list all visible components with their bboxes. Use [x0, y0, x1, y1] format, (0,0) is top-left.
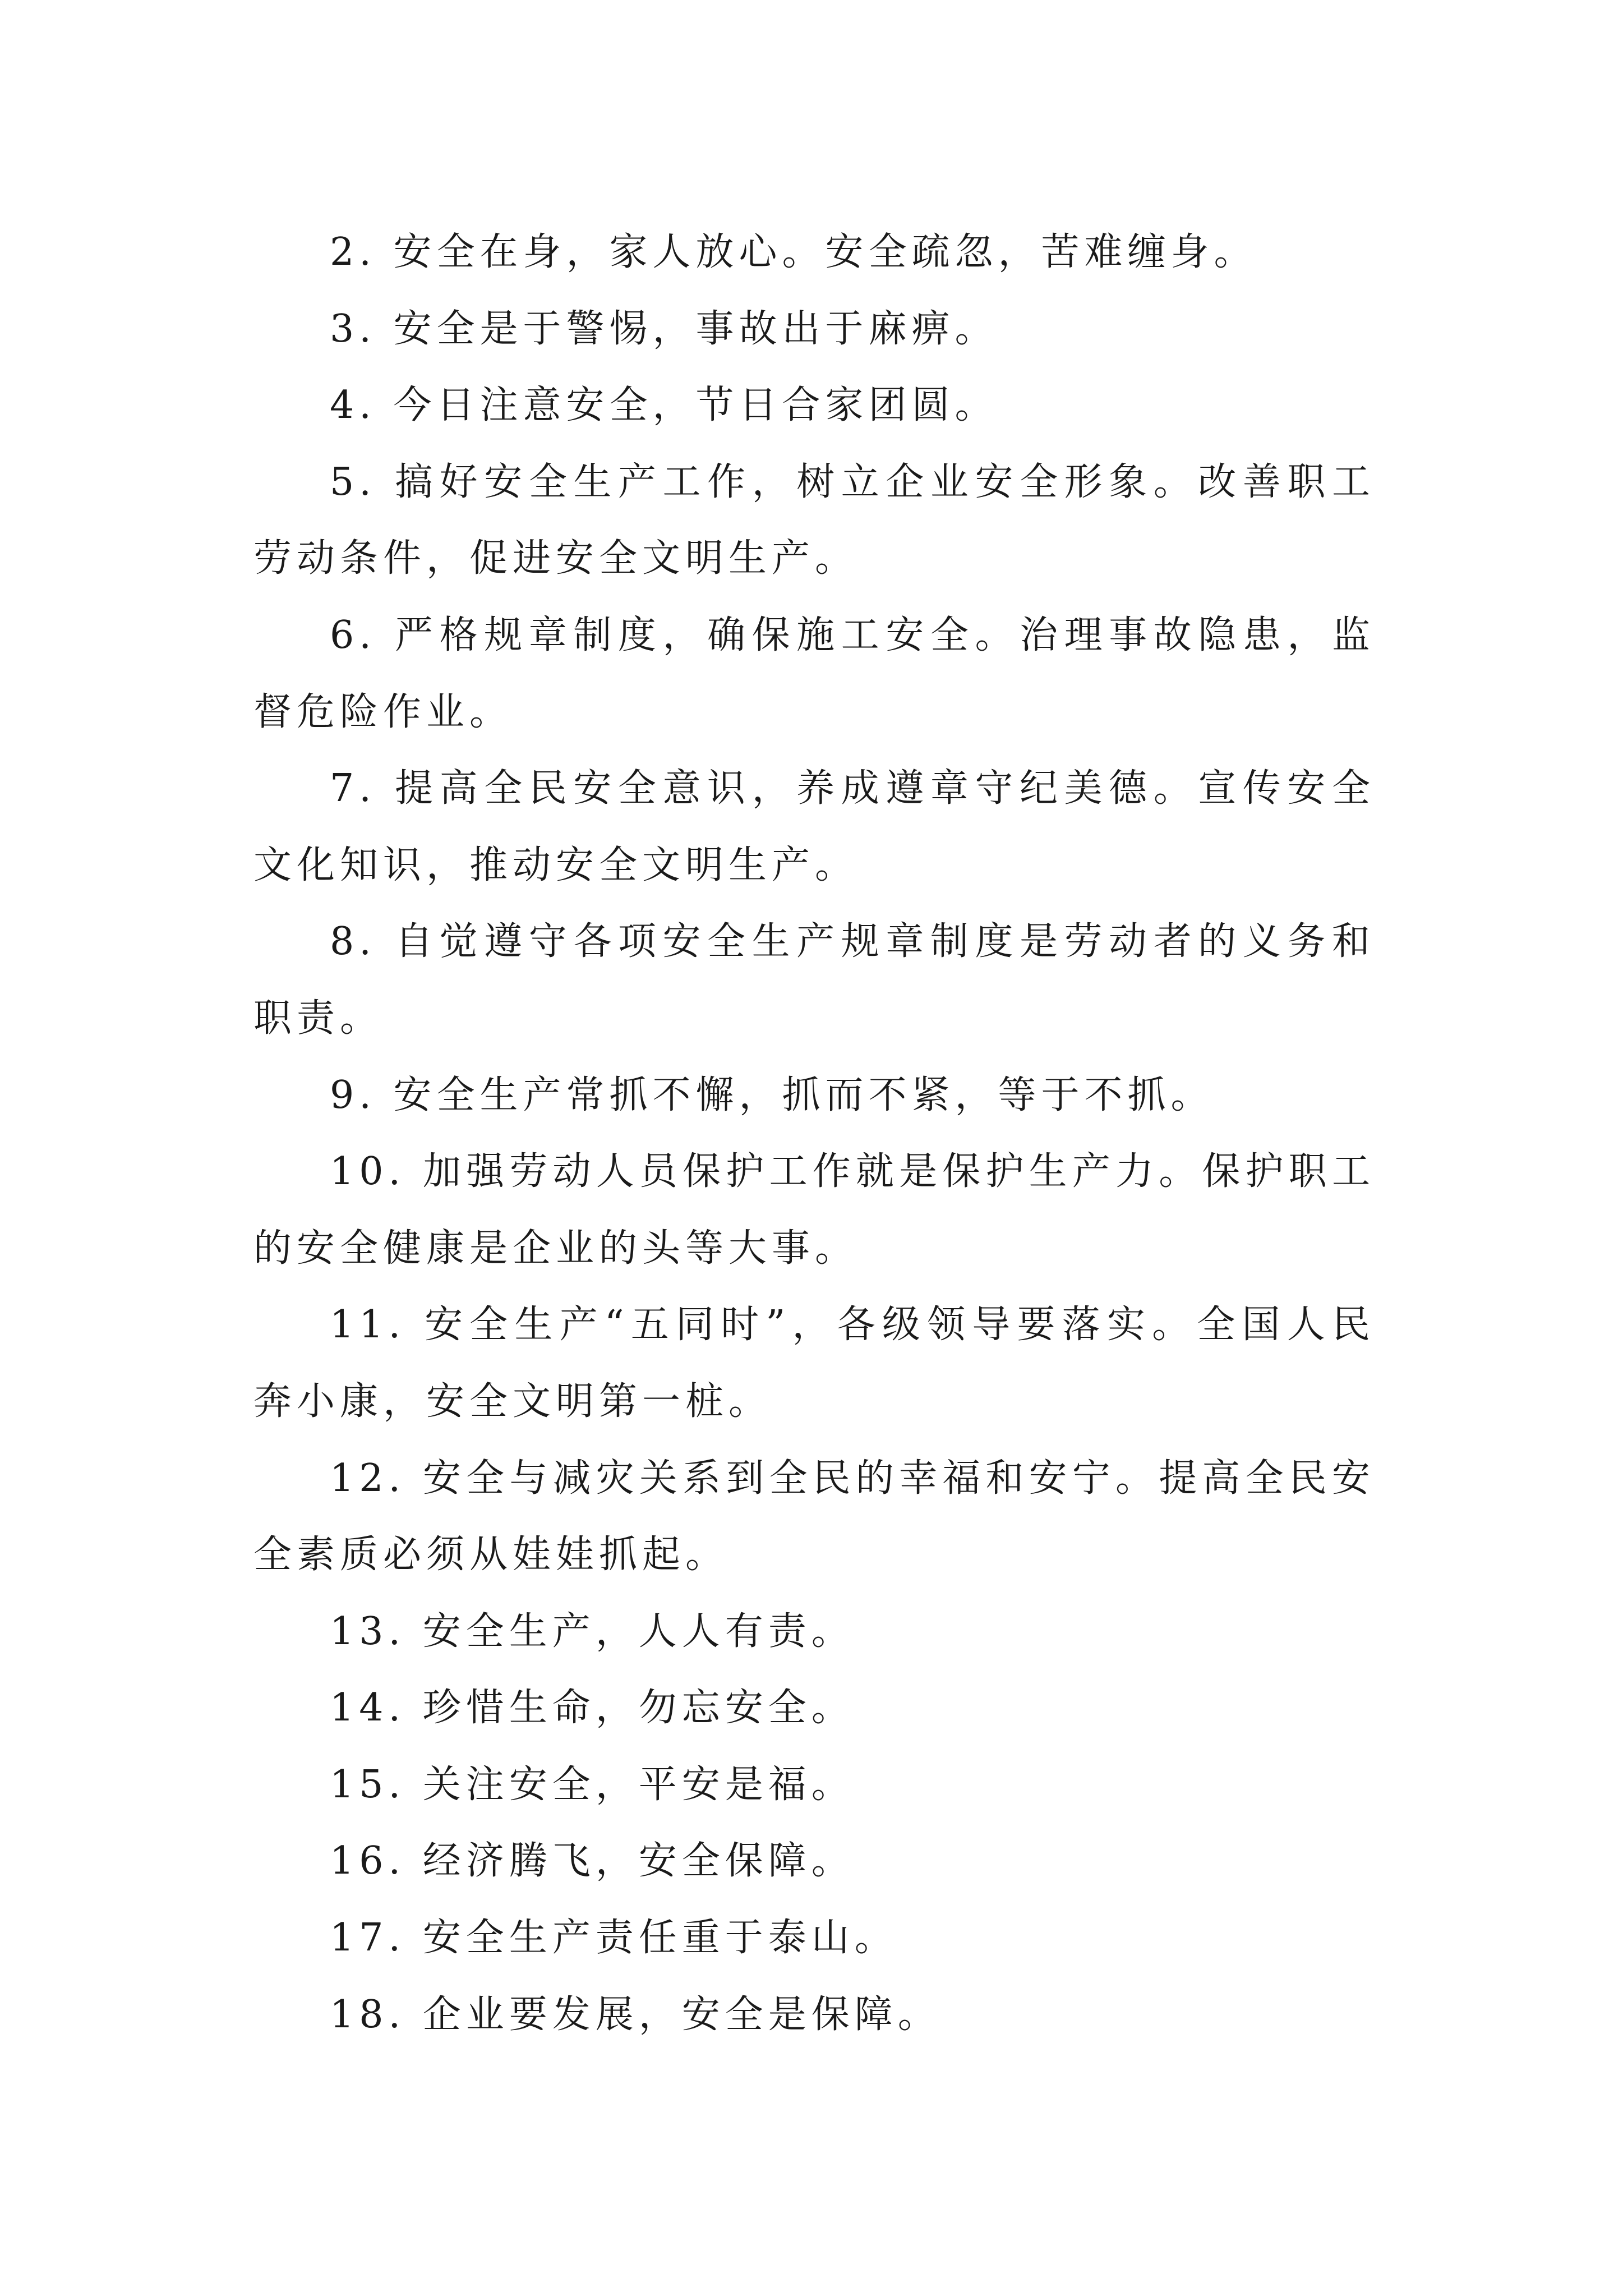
list-item: 11. 安全生产“五同时”，各级领导要落实。全国人民奔小康，安全文明第一桩。 [253, 1303, 1375, 1424]
list-item: 12. 安全与减灾关系到全民的幸福和安宁。提高全民安全素质必须从娃娃抓起。 [253, 1456, 1375, 1577]
list-item: 15. 关注安全，平安是福。 [330, 1762, 855, 1807]
list-item: 14. 珍惜生命，勿忘安全。 [330, 1686, 855, 1731]
list-item: 7. 提高全民安全意识，养成遵章守纪美德。宣传安全文化知识，推动安全文明生产。 [253, 766, 1375, 887]
list-item: 9. 安全生产常抓不懈，抓而不紧，等于不抓。 [330, 1073, 1214, 1117]
list-item: 4. 今日注意安全，节日合家团圆。 [330, 383, 998, 428]
list-item: 2. 安全在身，家人放心。安全疏忽，苦难缠身。 [330, 230, 1257, 274]
list-item: 6. 严格规章制度，确保施工安全。治理事故隐患，监督危险作业。 [253, 613, 1375, 734]
list-item: 5. 搞好安全生产工作，树立企业安全形象。改善职工劳动条件，促进安全文明生产。 [253, 459, 1375, 581]
list-item: 17. 安全生产责任重于泰山。 [330, 1916, 898, 1961]
document-body [253, 214, 1375, 2053]
list-item: 13. 安全生产，人人有责。 [330, 1609, 855, 1654]
list-item: 3. 安全是于警惕，事故出于麻痹。 [330, 306, 998, 351]
list-item: 16. 经济腾飞，安全保障。 [330, 1839, 855, 1884]
list-item: 8. 自觉遵守各项安全生产规章制度是劳动者的义务和职责。 [253, 919, 1375, 1041]
list-item: 18. 企业要发展，安全是保障。 [330, 1992, 941, 2037]
list-item: 10. 加强劳动人员保护工作就是保护生产力。保护职工的安全健康是企业的头等大事。 [253, 1149, 1375, 1271]
